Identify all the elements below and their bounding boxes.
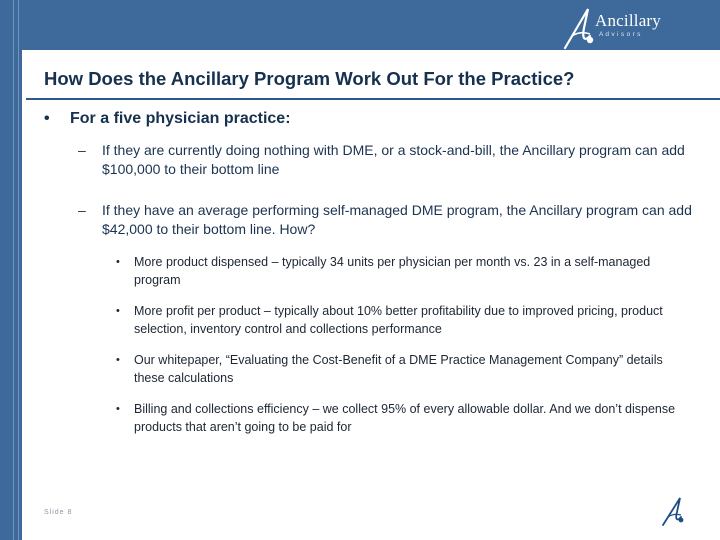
bullet-dot-icon: • (116, 256, 120, 268)
slide-title: How Does the Ancillary Program Work Out For the Practice? (44, 68, 575, 89)
bullet-text: More profit per product – typically about 10% better profitability due to improved pricing, product selection, inventory control and collections performance (134, 304, 663, 336)
footer-logo-icon (660, 496, 694, 526)
ancillary-logo (562, 6, 682, 50)
frame-stripe (18, 0, 19, 540)
bullet-text: More product dispensed – typically 34 units per physician per month vs. 23 in a self-managed program (134, 255, 651, 287)
logo-name: Ancillary (595, 11, 661, 30)
frame-stripe (13, 0, 14, 540)
title-divider (26, 98, 720, 100)
bullet-text: Our whitepaper, “Evaluating the Cost-Benefit of a DME Practice Management Company” details these calculations (134, 353, 663, 385)
bullet-dot-icon: • (116, 354, 120, 366)
logo-tagline: A d v i s o r s (599, 31, 641, 38)
bullet-text: Billing and collections efficiency – we collect 95% of every allowable dollar. And we don’t dispense products that aren’t going to be paid for (134, 402, 676, 434)
bullet-text: If they are currently doing nothing with DME, or a stock-and-bill, the Ancillary program can add $100,000 to their bottom line (102, 142, 685, 177)
bullet-text: If they have an average performing self-managed DME program, the Ancillary program can add $42,000 to their bottom line. How? (102, 202, 692, 237)
bullet-dot-icon: • (116, 403, 120, 415)
bullet-dot-icon: • (44, 110, 50, 127)
dash-icon: – (78, 202, 86, 218)
bullet-text: For a five physician practice: (70, 110, 291, 127)
dash-icon: – (78, 142, 86, 158)
slide-number: Slide 8 (44, 509, 73, 516)
bullet-dot-icon: • (116, 305, 120, 317)
